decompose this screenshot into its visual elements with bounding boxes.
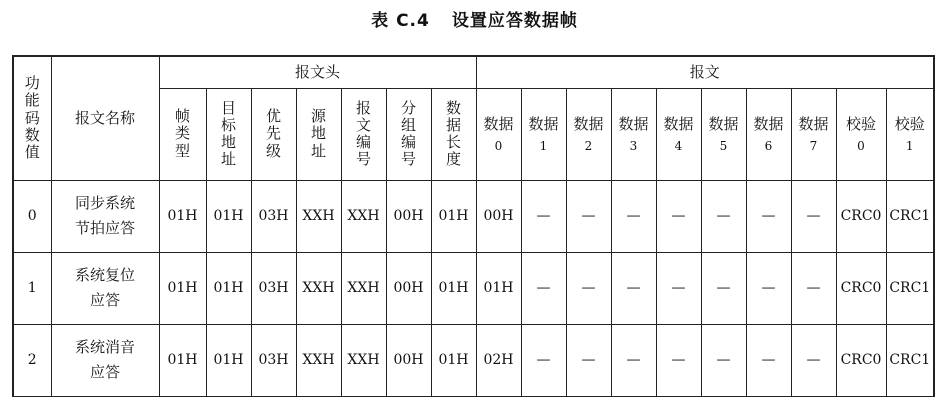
header-data-length: 数据长度: [431, 88, 476, 180]
dash-cell: —: [521, 324, 566, 396]
value-cell: XXH: [341, 180, 386, 252]
dash-cell: —: [566, 324, 611, 396]
caption-number: 表 C.4: [371, 11, 430, 31]
func-code-cell: 0: [13, 180, 51, 252]
header-source-addr: 源地址: [296, 88, 341, 180]
value-cell: 00H: [476, 180, 521, 252]
dash-cell: —: [791, 324, 836, 396]
value-cell: XXH: [341, 324, 386, 396]
header-data-3: 数据 3: [611, 88, 656, 180]
header-group-msgheader: 报文头: [159, 56, 476, 88]
table-row: [13, 180, 934, 252]
table-caption: [0, 6, 949, 31]
header-data-6: 数据 6: [746, 88, 791, 180]
value-cell: 03H: [251, 180, 296, 252]
dash-cell: —: [746, 324, 791, 396]
header-data-1: 数据 1: [521, 88, 566, 180]
value-cell: XXH: [296, 324, 341, 396]
dash-cell: —: [791, 252, 836, 324]
dash-cell: —: [611, 180, 656, 252]
header-msg-name: 报文名称: [51, 56, 159, 180]
value-cell: 00H: [386, 324, 431, 396]
dash-cell: —: [521, 180, 566, 252]
dash-cell: —: [611, 324, 656, 396]
value-cell: CRC1: [886, 252, 934, 324]
header-data-2: 数据 2: [566, 88, 611, 180]
dash-cell: —: [701, 324, 746, 396]
msg-name-cell: 系统消音 应答: [51, 324, 159, 396]
value-cell: XXH: [341, 252, 386, 324]
value-cell: 01H: [206, 324, 251, 396]
msg-name-cell: 系统复位 应答: [51, 252, 159, 324]
dash-cell: —: [746, 252, 791, 324]
dash-cell: —: [566, 252, 611, 324]
table-row: [13, 324, 934, 396]
header-func-code: 功能码数值: [13, 56, 51, 180]
table-row: [13, 252, 934, 324]
header-msg-number: 报文编号: [341, 88, 386, 180]
dash-cell: —: [701, 180, 746, 252]
dash-cell: —: [656, 324, 701, 396]
value-cell: CRC0: [836, 180, 886, 252]
dash-cell: —: [746, 180, 791, 252]
dash-cell: —: [611, 252, 656, 324]
func-code-cell: 2: [13, 324, 51, 396]
msg-name-cell: 同步系统 节拍应答: [51, 180, 159, 252]
header-target-addr: 目标地址: [206, 88, 251, 180]
header-group-msgbody: 报文: [476, 56, 934, 88]
value-cell: 01H: [431, 180, 476, 252]
value-cell: 01H: [159, 324, 206, 396]
response-frame-table: [12, 55, 935, 397]
dash-cell: —: [566, 180, 611, 252]
dash-cell: —: [656, 252, 701, 324]
header-data-4: 数据 4: [656, 88, 701, 180]
func-code-cell: 1: [13, 252, 51, 324]
value-cell: 01H: [431, 324, 476, 396]
value-cell: 01H: [431, 252, 476, 324]
value-cell: CRC0: [836, 252, 886, 324]
value-cell: CRC1: [886, 324, 934, 396]
value-cell: 00H: [386, 252, 431, 324]
value-cell: XXH: [296, 252, 341, 324]
value-cell: 01H: [159, 252, 206, 324]
header-priority: 优先级: [251, 88, 296, 180]
value-cell: 01H: [476, 252, 521, 324]
value-cell: XXH: [296, 180, 341, 252]
dash-cell: —: [521, 252, 566, 324]
value-cell: 00H: [386, 180, 431, 252]
header-group-number: 分组编号: [386, 88, 431, 180]
value-cell: 02H: [476, 324, 521, 396]
dash-cell: —: [656, 180, 701, 252]
header-data-7: 数据 7: [791, 88, 836, 180]
header-data-0: 数据 0: [476, 88, 521, 180]
value-cell: 01H: [159, 180, 206, 252]
value-cell: 01H: [206, 180, 251, 252]
header-checksum-0: 校验 0: [836, 88, 886, 180]
value-cell: CRC0: [836, 324, 886, 396]
value-cell: 01H: [206, 252, 251, 324]
value-cell: CRC1: [886, 180, 934, 252]
dash-cell: —: [791, 180, 836, 252]
header-frame-type: 帧类型: [159, 88, 206, 180]
header-data-5: 数据 5: [701, 88, 746, 180]
value-cell: 03H: [251, 252, 296, 324]
caption-title: 设置应答数据帧: [451, 11, 578, 31]
value-cell: 03H: [251, 324, 296, 396]
dash-cell: —: [701, 252, 746, 324]
header-checksum-1: 校验 1: [886, 88, 934, 180]
